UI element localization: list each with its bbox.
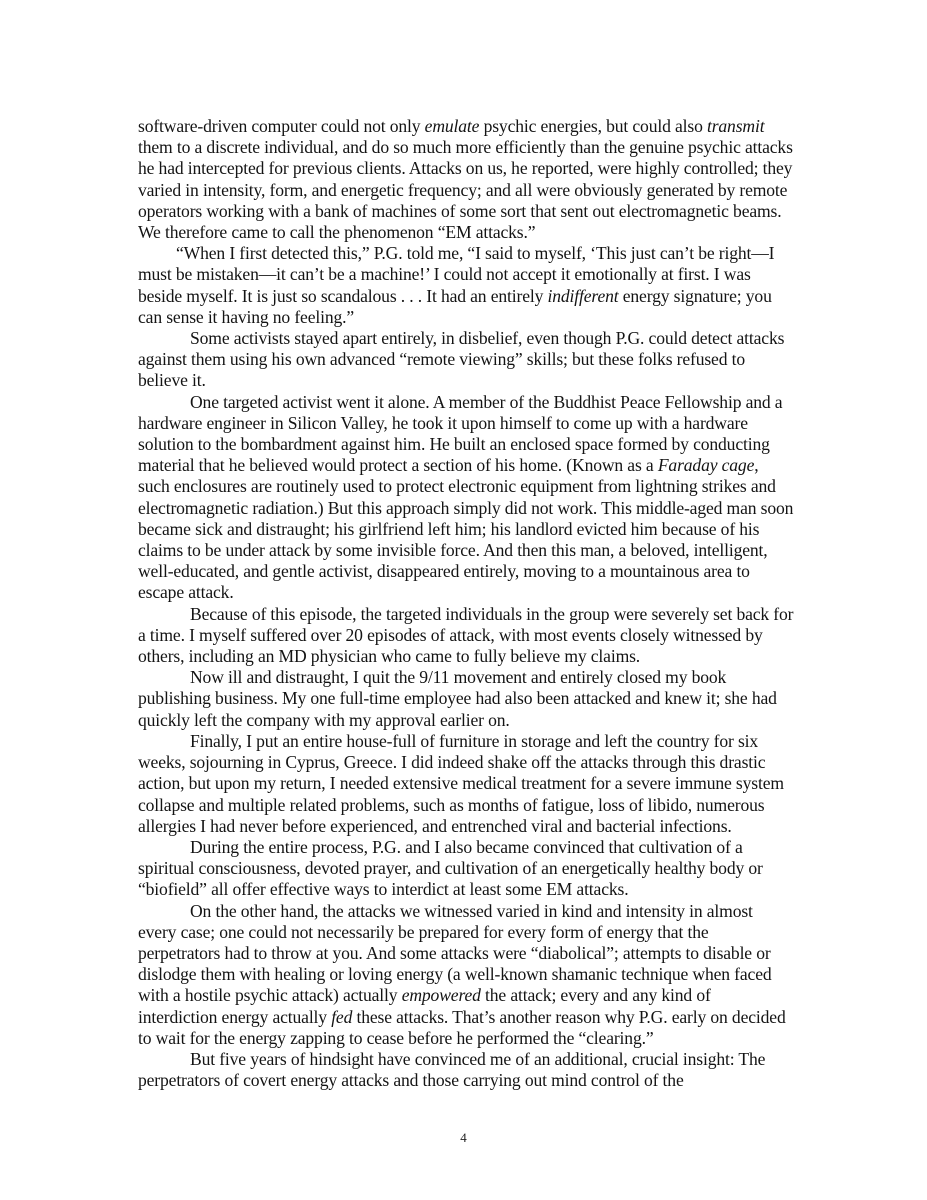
emphasized-text: empowered	[401, 985, 481, 1006]
body-paragraph	[138, 731, 794, 837]
paragraph-text: Now ill and distraught, I quit the 9/11 movement and entirely closed my book publishing business. My one full-time employee had also been attacked and knew it; she had quickly left the company with my approval earlier on.	[138, 667, 777, 730]
paragraph-text: Finally, I put an entire house-full of furniture in storage and left the country for six weeks, sojourning in Cyprus, Greece. I did indeed shake off the attacks through this drastic action, but upon my return, I needed extensive medical treatment for a severe immune system collapse and multiple related problems, such as months of fatigue, loss of libido, numerous allergies I had never before experienced, and entrenched viral and bacterial infections.	[138, 730, 784, 836]
emphasized-text: Faraday cage	[657, 455, 755, 476]
body-paragraph	[138, 901, 794, 1049]
page-number: 4	[460, 1130, 467, 1145]
paragraph-text: the attack; every and any kind of interdiction energy actually	[138, 985, 711, 1027]
paragraph-text: But five years of hindsight have convinced me of an additional, crucial insight: The perpetrators of covert energy attacks and those carrying out mind control of the	[138, 1048, 766, 1091]
paragraph-text: psychic energies, but could also	[479, 116, 707, 136]
body-paragraph	[138, 837, 794, 901]
paragraph-text: On the other hand, the attacks we witnessed varied in kind and intensity in almost every case; one could not necessarily be prepared for every form of energy that the perpetrators had to throw at you. And some attacks were “diabolical”; attempts to disable or dislodge them with healing or loving energy (a well-known shamanic technique when faced with a hostile psychic attack) actually	[138, 900, 772, 1006]
paragraph-text: them to a discrete individual, and do so much more efficiently than the genuine psychic attacks he had intercepted for previous clients. Attacks on us, he reported, were highly controlled; they varied in intensity, form, and energetic frequency; and all were obviously generated by remote operators working with a bank of machines of some sort that sent out electromagnetic beams. We therefore came to call the phenomenon “EM attacks.”	[138, 137, 793, 243]
body-paragraph	[138, 328, 794, 392]
paragraph-text: Because of this episode, the targeted individuals in the group were severely set back for a time. I myself suffered over 20 episodes of attack, with most events closely witnessed by others, including an MD physician who came to fully believe my claims.	[138, 603, 794, 667]
body-paragraph	[138, 243, 794, 328]
body-paragraph	[138, 604, 794, 668]
emphasized-text: emulate	[424, 116, 480, 136]
paragraph-text: One targeted activist went it alone. A member of the Buddhist Peace Fellowship and a hardware engineer in Silicon Valley, he took it upon himself to come up with a hardware solution to the bombardment against him. He built an enclosed space formed by conducting material that he believed would protect a section of his home. (Known as a	[138, 391, 783, 476]
paragraph-text: Some activists stayed apart entirely, in disbelief, even though P.G. could detect attacks against them using his own advanced “remote viewing” skills; but these folks refused to believe it.	[138, 328, 785, 391]
body-paragraph	[138, 667, 794, 731]
paragraph-text: “When I first detected this,” P.G. told me, “I said to myself, ‘This just can’t be right—I must be mistaken—it can’t be a machine!’ I could not accept it emotionally at first. I was beside myself. It is just so scandalous . . . It had an entirely	[138, 243, 775, 306]
paragraph-text: During the entire process, P.G. and I also became convinced that cultivation of a spiritual consciousness, devoted prayer, and cultivation of an energetically healthy body or “biofield” all offer effective ways to interdict at least some EM attacks.	[138, 836, 763, 900]
emphasized-text: fed	[331, 1006, 353, 1027]
paragraph-text: , such enclosures are routinely used to protect electronic equipment from lightning strikes and electromagnetic radiation.) But this approach simply did not work. This middle-aged man soon became sick and distraught; his girlfriend left him; his landlord evicted him because of his claims to be under attack by some invisible force. And then this man, a beloved, intelligent, well-educated, and gentle activist, disappeared entirely, moving to a mountainous area to escape attack.	[138, 455, 794, 603]
paragraph-text: these attacks. That’s another reason why P.G. early on decided to wait for the energy zapping to cease before he performed the “clearing.”	[138, 1006, 786, 1048]
page-body	[138, 116, 794, 1091]
body-paragraph	[138, 1049, 794, 1091]
body-paragraph	[138, 392, 794, 604]
paragraph-text: software-driven computer could not only	[138, 116, 425, 136]
body-paragraph	[138, 116, 794, 243]
emphasized-text: indifferent	[547, 285, 619, 306]
paragraph-text: energy signature; you can sense it having no feeling.”	[138, 285, 772, 327]
emphasized-text: transmit	[706, 116, 765, 136]
